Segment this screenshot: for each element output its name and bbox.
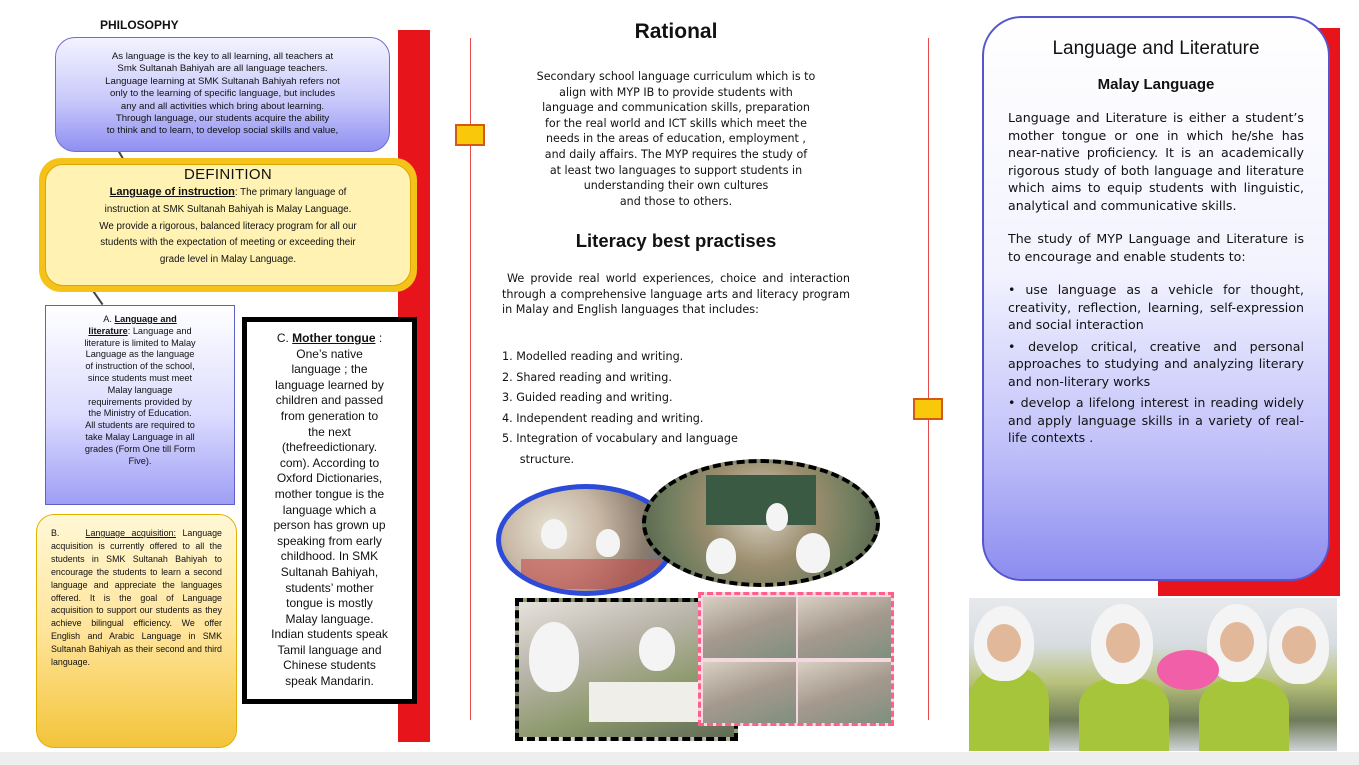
literacy-heading: Literacy best practises xyxy=(575,230,777,251)
box-b-text: Language acquisition is currently offered to all the students in SMK Sultanah Bahiyah to encourage the students to learn a second language and appreciate the languages offered. It is the goal of Language acquisition to support our students as they achieve bilingual efficiency. We offer English and Arabic Language in SMK Sultanah Bahiyah as their second and third language. xyxy=(51,528,222,668)
rational-line: language and communication skills, preparation xyxy=(542,101,810,115)
language-literature-box xyxy=(982,16,1330,581)
philosophy-box xyxy=(55,37,390,152)
philosophy-line: to think and to learn, to develop social skills and value, xyxy=(106,125,339,137)
box-c-line: Oxford Dictionaries, xyxy=(276,471,383,486)
list-item: 1. Modelled reading and writing. xyxy=(502,350,684,363)
student-face xyxy=(1106,623,1140,663)
box-c-line: speak Mandarin. xyxy=(285,674,374,689)
box-a-line: All students are required to xyxy=(85,420,195,431)
box-c-line: language ; the xyxy=(291,362,368,377)
collage-photo xyxy=(703,662,796,723)
bottom-strip xyxy=(0,752,1359,765)
language-acquisition-box xyxy=(36,514,237,748)
rational-line: at least two languages to support students in xyxy=(549,163,803,177)
heart-card xyxy=(1157,650,1219,690)
box-c-line: tongue is mostly xyxy=(286,596,373,611)
box-a-line: take Malay Language in all xyxy=(85,431,195,442)
rational-line: and daily affairs. The MYP requires the study of xyxy=(544,147,808,161)
list-item: 2. Shared reading and writing. xyxy=(502,370,672,384)
box-a-line: Malay language xyxy=(107,384,173,395)
philosophy-line: Language learning at SMK Sultanah Bahiyah refers not xyxy=(105,75,340,87)
aims-bullet: • develop critical, creative and personal approaches to studying and analyzing literary and non-literary works xyxy=(1008,338,1304,389)
box-b-prefix: B. xyxy=(51,528,60,538)
definition-line: students with the expectation of meeting or exceeding their xyxy=(100,237,356,249)
box-c-line: Malay language. xyxy=(285,611,374,626)
box-a-line: Five). xyxy=(128,455,152,466)
collage-photo xyxy=(798,597,891,658)
student-figure xyxy=(706,538,736,574)
divider-marker xyxy=(455,124,485,146)
rational-line: needs in the areas of education, employment , xyxy=(546,132,806,146)
language-and-literature-box xyxy=(45,305,235,505)
student-face xyxy=(987,624,1021,662)
box-c-line: the next xyxy=(308,424,351,439)
students-group-photo xyxy=(969,598,1337,751)
aims-bullet: • use language as a vehicle for thought, creativity, reflection, learning, self-expression and social interaction xyxy=(1008,282,1304,332)
student-figure xyxy=(639,627,675,671)
literacy-practice-list xyxy=(502,347,850,470)
language-literature-aims: The study of MYP Language and Literature is to encourage and enable students to: xyxy=(1008,231,1304,264)
definition-line: : The primary language of xyxy=(234,187,347,198)
desk-shape xyxy=(521,559,661,589)
list-item: 3. Guided reading and writing. xyxy=(502,391,673,404)
box-c-line: language learned by xyxy=(275,377,384,392)
definition-heading: DEFINITION xyxy=(184,166,272,183)
rational-text xyxy=(486,69,866,209)
box-a-term: Language and xyxy=(114,314,177,324)
box-c-line: speaking from early xyxy=(277,533,382,548)
malay-language-subheading: Malay Language xyxy=(1097,76,1215,93)
student-face xyxy=(1220,622,1254,662)
box-a-prefix: A. xyxy=(103,314,112,324)
box-b-term: Language acquisition: xyxy=(85,528,176,538)
box-a-line: : Language and xyxy=(127,325,192,336)
rational-line: align with MYP IB to provide students with xyxy=(559,85,793,99)
classroom-photo-collage xyxy=(698,592,894,726)
blackboard-shape xyxy=(706,475,816,525)
classroom-photo xyxy=(642,459,880,587)
box-c-line: (thefreedictionary. xyxy=(281,440,378,455)
box-c-line: language which a xyxy=(282,502,377,517)
book-shape xyxy=(589,682,709,722)
box-a-line: requirements provided by xyxy=(88,396,192,407)
box-a-line: literature is limited to Malay xyxy=(84,337,196,348)
box-c-line: from generation to xyxy=(280,408,379,423)
definition-text xyxy=(58,184,398,269)
box-c-line: children and passed xyxy=(275,393,384,408)
box-c-line: One’s native xyxy=(296,346,363,361)
definition-box xyxy=(45,164,411,286)
panel-divider-right xyxy=(928,38,929,720)
box-a-line: the Ministry of Education. xyxy=(88,408,192,419)
rational-line: Secondary school language curriculum which is to xyxy=(536,70,816,83)
literacy-intro: We provide real world experiences, choice and interaction through a comprehensive language arts and literacy program in Malay and English languages that includes: xyxy=(502,272,850,316)
definition-term: Language of instruction xyxy=(109,186,235,198)
language-literature-intro: Language and Literature is either a student’s mother tongue or one in which he/she has near-native proficiency. It is an academically rigorous study of both language and literature which aims to equip students with linguistic, analytical and communicative skills. xyxy=(1008,110,1304,213)
box-a-line: Language as the language xyxy=(85,349,195,360)
divider-marker xyxy=(913,398,943,420)
box-c-line: Sultanah Bahiyah, xyxy=(280,564,379,579)
box-c-term: Mother tongue xyxy=(292,331,376,345)
box-c-line: students’ mother xyxy=(285,580,374,595)
philosophy-line: Smk Sultanah Bahiyah are all language teachers. xyxy=(117,63,328,75)
student-figure xyxy=(1079,678,1169,751)
box-c-line: childhood. In SMK xyxy=(280,549,379,564)
list-item: 5. Integration of vocabulary and language xyxy=(502,432,738,445)
definition-line: instruction at SMK Sultanah Bahiyah is Malay Language. xyxy=(104,203,352,215)
box-c-line: Tamil language and xyxy=(277,642,382,657)
philosophy-line: As language is the key to all learning, all teachers at xyxy=(111,51,334,62)
rational-line: for the real world and ICT skills which meet the xyxy=(545,116,807,130)
philosophy-line: any and all activities which bring about learning. xyxy=(120,100,325,112)
box-c-line: Indian students speak xyxy=(271,627,388,642)
box-c-line: mother tongue is the xyxy=(274,486,385,501)
language-literature-heading: Language and Literature xyxy=(1052,38,1260,59)
box-a-line: of instruction of the school, xyxy=(85,361,195,372)
connector-line xyxy=(93,291,104,305)
definition-line: We provide a rigorous, balanced literacy program for all our xyxy=(99,220,357,232)
rational-heading: Rational xyxy=(634,20,718,43)
student-figure xyxy=(766,503,788,531)
box-c-line: person has grown up xyxy=(273,518,386,533)
box-c-prefix: C. xyxy=(276,331,289,345)
student-face xyxy=(1282,626,1316,664)
aims-bullet: • develop a lifelong interest in reading widely and apply language skills in a variety of real-life contexts . xyxy=(1008,395,1304,445)
rational-line: and those to others. xyxy=(619,194,733,208)
box-c-line: Chinese students xyxy=(283,658,376,673)
philosophy-line: Through language, our students acquire the ability xyxy=(115,113,330,125)
box-a-line: since students must meet xyxy=(87,372,193,383)
collage-photo xyxy=(798,662,891,723)
definition-line: grade level in Malay Language. xyxy=(159,254,297,266)
rational-line: understanding their own cultures xyxy=(583,179,769,193)
list-item: structure. xyxy=(502,452,575,466)
philosophy-line: only to the learning of specific language, but includes xyxy=(109,88,336,100)
student-figure xyxy=(1199,678,1289,751)
student-figure xyxy=(796,533,830,573)
box-a-term: literature xyxy=(88,325,128,336)
collage-photo xyxy=(703,597,796,658)
philosophy-heading: PHILOSOPHY xyxy=(100,18,179,32)
list-item: 4. Independent reading and writing. xyxy=(502,411,704,425)
student-figure xyxy=(596,529,620,557)
box-c-colon: : xyxy=(375,331,383,345)
mother-tongue-box xyxy=(242,317,417,704)
student-figure xyxy=(541,519,567,549)
box-c-line: com). According to xyxy=(279,455,380,470)
student-figure xyxy=(529,622,579,692)
box-a-line: grades (Form One till Form xyxy=(84,443,196,454)
